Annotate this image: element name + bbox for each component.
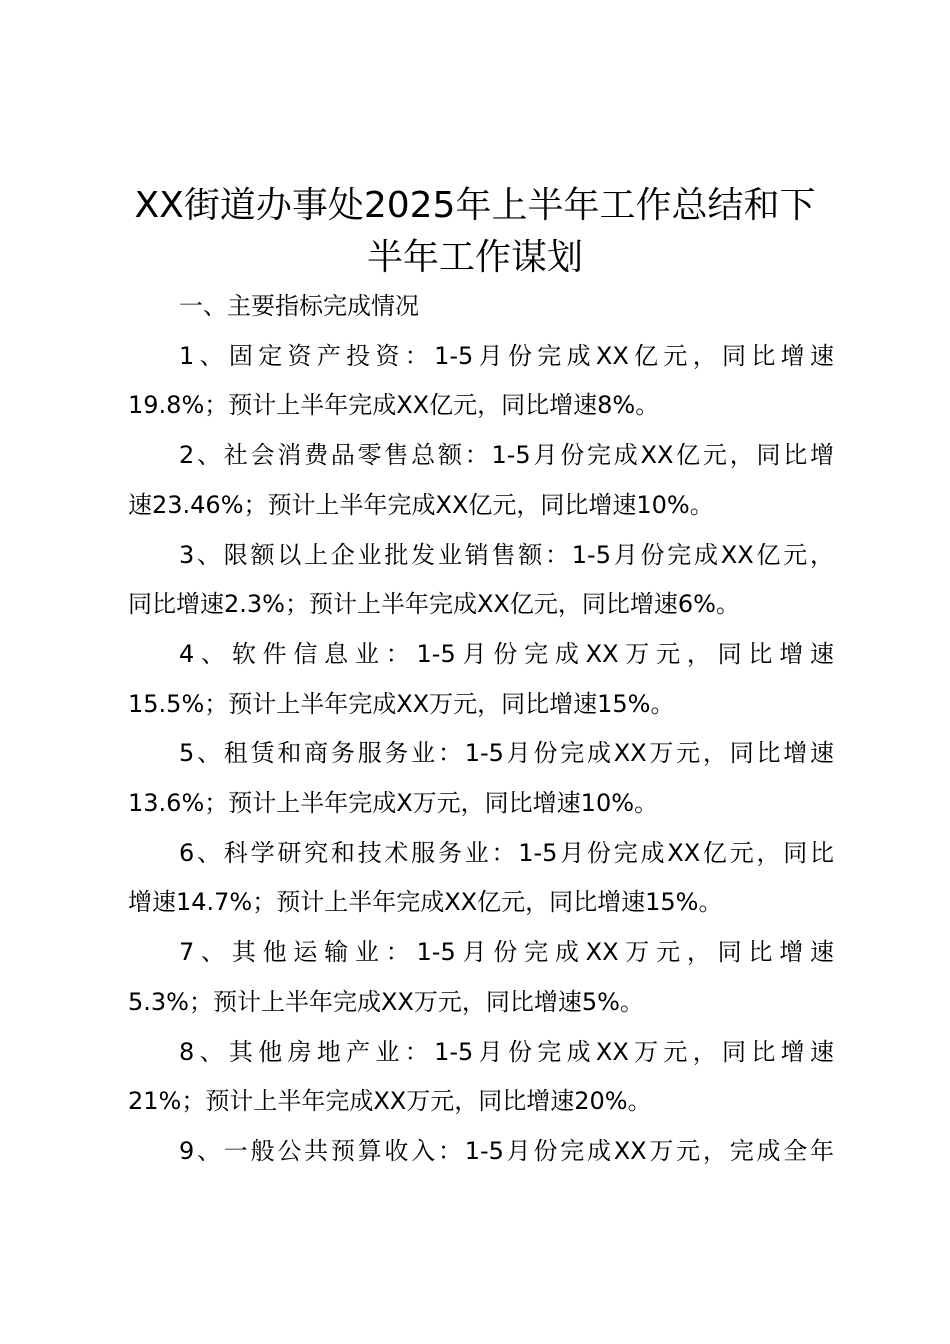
paragraph-item-9: 9、一般公共预算收入：1-5月份完成XX万元，完成全年	[179, 1136, 834, 1165]
title-line-2: 半年工作谋划	[366, 237, 583, 278]
document-title	[120, 180, 830, 284]
title-line-1: XX街道办事处2025年上半年工作总结和下	[134, 185, 816, 226]
paragraph-item-6: 6、科学研究和技术服务业：1-5月份完成XX亿元，同比 增速14.7%；预计上半年完成XX亿元，同比增速15%。	[128, 838, 834, 917]
paragraph-item-7: 7、其他运输业：1-5月份完成XX万元，同比增速 5.3%；预计上半年完成XX万元，同比增速5%。	[128, 938, 834, 1016]
paragraph-item-2: 2、社会消费品零售总额：1-5月份完成XX亿元，同比增 速23.46%；预计上半年完成XX亿元，同比增速10%。	[128, 441, 834, 519]
paragraph-item-3: 3、限额以上企业批发业销售额：1-5月份完成XX亿元， 同比增速2.3%；预计上半年完成XX亿元，同比增速6%。	[128, 540, 834, 619]
paragraph-item-1: 1、固定资产投资：1-5月份完成XX亿元，同比增速 19.8%；预计上半年完成XX亿元，同比增速8%。	[128, 341, 834, 420]
paragraph-item-4: 4、软件信息业：1-5月份完成XX万元，同比增速 15.5%；预计上半年完成XX万元，同比增速15%。	[128, 639, 834, 718]
document-body	[128, 282, 834, 1177]
paragraph-item-5: 5、租赁和商务服务业：1-5月份完成XX万元，同比增速 13.6%；预计上半年完成X万元，同比增速10%。	[128, 739, 834, 818]
paragraph-item-8: 8、其他房地产业：1-5月份完成XX万元，同比增速 21%；预计上半年完成XX万元，同比增速20%。	[128, 1037, 834, 1116]
section-heading: 一、主要指标完成情况	[179, 292, 419, 320]
